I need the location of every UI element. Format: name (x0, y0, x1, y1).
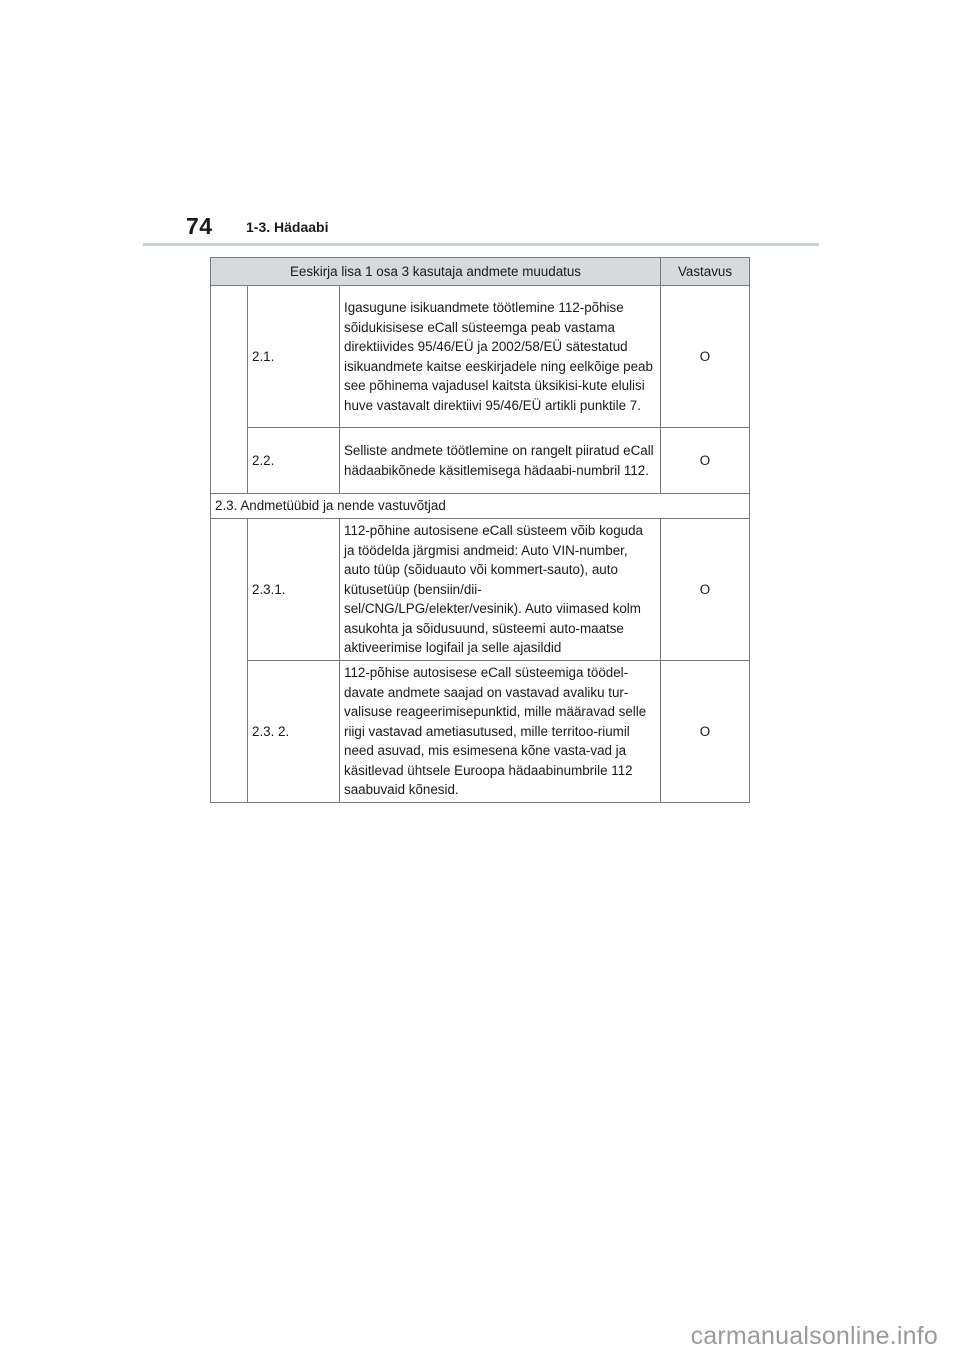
table-section-row (211, 494, 750, 519)
header-requirement: Eeskirja lisa 1 osa 3 kasutaja andmete muudatus (211, 258, 661, 286)
row-number: 2.3.1. (248, 519, 340, 661)
row-conformity: O (661, 428, 750, 494)
indent-cell (211, 286, 248, 494)
indent-cell (211, 519, 248, 803)
row-conformity: O (661, 661, 750, 803)
row-number: 2.1. (248, 286, 340, 428)
watermark: carmanualsonline.info (690, 1322, 938, 1350)
section-heading: 2.3. Andmetüübid ja nende vastuvõtjad (211, 494, 750, 519)
row-text: Selliste andmete töötlemine on rangelt piiratud eCall hädaabikõnede käsitlemisega hädaabi-numbril 112. (340, 428, 661, 494)
row-text: 112-põhise autosisese eCall süsteemiga töödel-davate andmete saajad on vastavad avaliku tur-valisuse reageerimisepunktid, mille määravad selle riigi vastavad ametiasutused, mille territoo-riumil need asuvad, mis esimesena kõne vasta-vad ja käsitlevad ühtsele Euroopa hädaabinumbrile 112 saabuvaid kõnesid. (340, 661, 661, 803)
header-conformity: Vastavus (661, 258, 750, 286)
row-number: 2.2. (248, 428, 340, 494)
table-row (211, 286, 750, 428)
row-text: 112-põhine autosisene eCall süsteem võib koguda ja töödelda järgmisi andmeid: Auto VIN-number, auto tüüp (sõiduauto või kommert-sauto), auto kütusetüüp (bensiin/dii-sel/CNG/LPG/elekter/vesinik). Auto viimased kolm asukohta ja sõidusuund, süsteemi auto-maatse aktiveerimise logifail ja selle ajasildid (340, 519, 661, 661)
page-number: 74 (186, 213, 213, 239)
table-header-row (211, 258, 750, 286)
table-row (211, 519, 750, 661)
section-title: 1-3. Hädaabi (246, 219, 329, 235)
row-conformity: O (661, 286, 750, 428)
table-row (211, 428, 750, 494)
row-number: 2.3. 2. (248, 661, 340, 803)
row-text: Igasugune isikuandmete töötlemine 112-põhise sõidukisisese eCall süsteemga peab vastama direktiivides 95/46/EÜ ja 2002/58/EÜ sätestatud isikuandmete kaitse eeskirjadele ning eelkõige peab see põhinema vajadusel kaitsta üksikisi-kute elulisi huve vastavalt direktiivi 95/46/EÜ artikli punktile 7. (340, 286, 661, 428)
row-conformity: O (661, 519, 750, 661)
table-row (211, 661, 750, 803)
header-divider (143, 243, 819, 246)
requirements-table (210, 257, 750, 803)
